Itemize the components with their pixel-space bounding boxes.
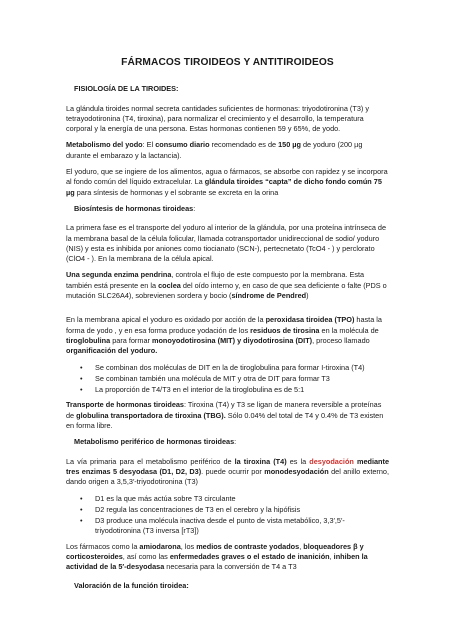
heading-text: Metabolismo periférico de hormonas tiroideas [74, 437, 235, 447]
section-heading-metabolismo-periferico [74, 437, 389, 447]
text-run: hasta la forma de yodo , y en esa forma produce yodación de los [66, 315, 382, 335]
text-run: ) [306, 291, 309, 301]
paragraph-farmacos [66, 542, 389, 573]
bullet-list-desyodasas [66, 494, 389, 537]
section-heading-biosintesis [74, 204, 389, 214]
text-run: Los fármacos como la [66, 541, 140, 551]
list-item: • Se combinan dos moléculas de DIT en la de tiroglobulina para formar I-tiroxina (T4) [95, 363, 389, 373]
text-run: . puede ocurrir por [201, 466, 265, 476]
text-run: El yoduro, que se ingiere de los alimentos, agua o fármacos, se absorbe con rapidez y se incorpora al fondo común del líquido extracelular. La [66, 167, 388, 187]
document-title: FÁRMACOS TIROIDEOS Y ANTITIROIDEOS [121, 57, 334, 68]
paragraph-metabolismo-yodo [66, 140, 389, 161]
term: medios de contraste yodados [196, 541, 300, 551]
term: tiroglobulina [66, 335, 111, 345]
term: glándula tiroides “capta” de dicho fondo común 75 µg [66, 177, 382, 197]
list-item: • D1 es la que más actúa sobre T3 circulante [95, 494, 389, 504]
term: organificación del yoduro. [66, 346, 158, 356]
highlight-term: desyodación [309, 456, 354, 466]
term: monoyodotirosina (MIT) y diyodotirosina (DIT) [151, 335, 313, 345]
term: enfermedades graves o el estado de inanición [169, 551, 330, 561]
text-run: : El [142, 140, 156, 150]
text-run: es la [286, 456, 310, 466]
text-run: para síntesis de hormonas y el sobrante se excreta en la orina [74, 187, 279, 197]
heading-text: Biosíntesis de hormonas tiroideas [74, 203, 194, 213]
term: la tiroxina (T4) [234, 456, 287, 466]
term: mediante tres enzimas 5 desyodasa (D1, D2, D3) [66, 456, 390, 476]
paragraph-via-primaria [66, 457, 389, 488]
bullet-list-sintesis [66, 363, 389, 396]
term: consumo diario [155, 140, 210, 150]
term: Una segunda enzima pendrina [66, 270, 172, 280]
term: coclea [158, 280, 181, 290]
text-run: , [299, 541, 304, 551]
text-run: , así como las [122, 551, 170, 561]
text-run: : Tiroxina (T4) y T3 se ligan de manera reversible a proteínas de [66, 400, 382, 420]
list-item: • La proporción de T4/T3 en el interior de la tiroglobulina es de 5:1 [95, 385, 389, 395]
text-run: Sólo 0.04% del total de T4 y 0.4% de T3 existen en forma libre. [66, 410, 384, 431]
text-run: de yoduro (200 µg durante el embarazo y la lactancia). [66, 140, 363, 160]
paragraph-primera-fase: La primera fase es el transporte del yoduro al interior de la glándula, por una proteína intrínseca de la membrana basal de la célula folicular, llamada cotransportador unidireccional de sodio/ yoduro (NIS) y esta es inhibida por aniones como tiocianato (SCN-), pertecnetato (TcO4 - ) y perclorato (ClO4 - ). En la membrana de la célula apical. [66, 223, 387, 264]
term: Transporte de hormonas tiroideas [66, 400, 184, 410]
heading-colon: : [234, 437, 237, 447]
term: bloqueadores β y corticosteroides [66, 541, 364, 561]
text-run: en la molécula de [319, 325, 379, 335]
paragraph-yoduro [66, 167, 389, 198]
text-run: del oído interno y, en caso de que sea deficiente o falte (PDS o mutación SLC26A4), sobrevienen sordera y bocio ( [66, 280, 387, 301]
text-run: para formar [110, 335, 152, 345]
text-run: En la membrana apical el yoduro es oxidado por acción de la [66, 315, 266, 325]
term: Metabolismo del yodo [66, 140, 143, 150]
term: peroxidasa tiroidea (TPO) [265, 315, 355, 325]
heading-colon: : [193, 203, 196, 213]
text-run: , [329, 551, 334, 561]
section-heading-fisiologia: FISIOLOGÍA DE LA TIROIDES: [74, 84, 179, 94]
section-heading-valoracion: Valoración de la función tiroidea: [74, 580, 189, 590]
text-run: La vía primaria para el metabolismo periférico de [66, 456, 235, 466]
paragraph-membrana-apical [66, 315, 389, 356]
term: amiodarona [139, 541, 181, 551]
text-run: , los [180, 541, 197, 551]
list-item: • D3 produce una molécula inactiva desde el punto de vista metabólico, 3,3′,5′-triyodotironina (T3 inversa [rT3]) [95, 516, 389, 537]
term: globulina transportadora de tiroxina (TBG). [76, 410, 226, 420]
term: 150 µg [278, 140, 301, 150]
paragraph-transporte [66, 400, 389, 431]
list-item: • Se combinan también una molécula de MIT y otra de DIT para formar T3 [95, 374, 389, 384]
text-run: del anillo externo, dando origen a 3,5,3′-triyodotironina (T3) [66, 466, 389, 487]
paragraph-intro: La glándula tiroides normal secreta cantidades suficientes de hormonas: triyodotironina (T3) y tetrayodotironina (T4, tiroxina), para normalizar el crecimiento y el desarrollo, la temperatura corporal y la energía de una persona. Estas hormonas contienen 59 y 65%, de yodo. [66, 103, 369, 134]
term: monodesyodación [264, 466, 329, 476]
term: residuos de tirosina [250, 325, 320, 335]
list-item: • D2 regula las concentraciones de T3 en el cerebro y la hipófisis [95, 505, 389, 515]
text-run: recomendado es de [209, 140, 279, 150]
term: inhiben la actividad de la 5′-desyodasa [66, 551, 368, 572]
text-run: , proceso llamado [312, 335, 370, 345]
text-run: , controla el flujo de este compuesto por la membrana. Esta también está presente en la [66, 270, 365, 290]
paragraph-pendrina [66, 270, 389, 301]
term: síndrome de Pendred [231, 291, 307, 301]
text-run: necesaria para la conversión de T4 a T3 [164, 562, 297, 572]
